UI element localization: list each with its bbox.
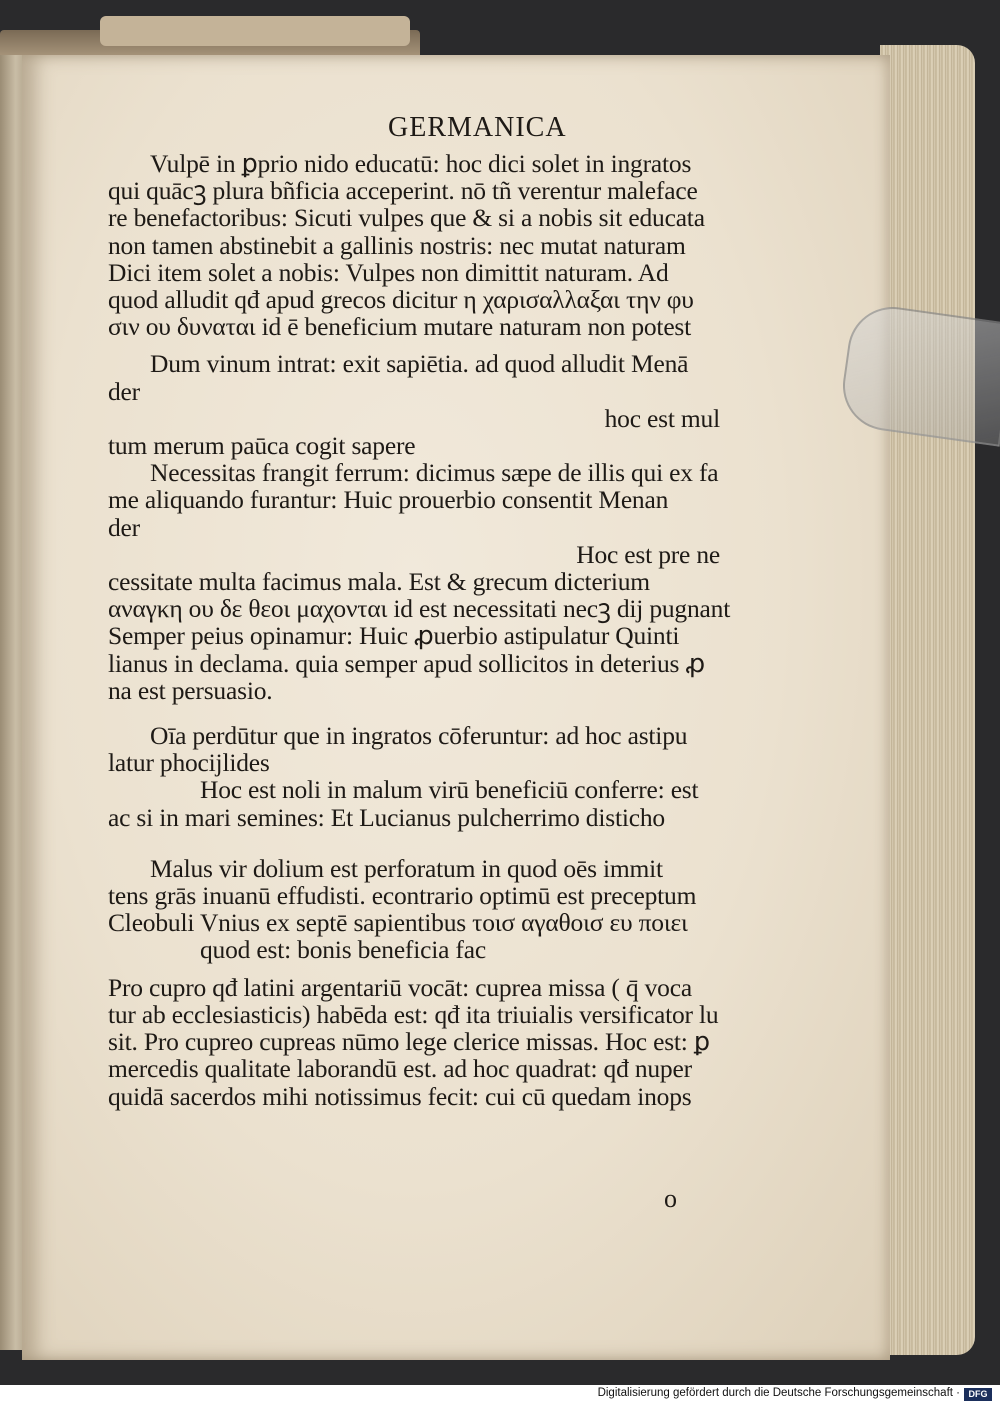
text-line: tur ab ecclesiasticis) habēda est: qđ ita triuialis versificator lu xyxy=(108,999,719,1029)
text-line: latur phocijlides xyxy=(108,748,270,778)
text-line: non tamen abstinebit a gallinis nostris: nec mutat naturam xyxy=(108,230,686,260)
text-line: Cleobuli Vnius ex septē sapientibus τοισ αγαθοισ ευ ποιει xyxy=(108,908,688,938)
text-line: der xyxy=(108,376,140,406)
text-line: Dici item solet a nobis: Vulpes non dimittit naturam. Ad xyxy=(108,257,669,287)
text-line: Oīa perdūtur que in ingratos cōferuntur: ad hoc astipu xyxy=(150,721,688,751)
text-line: Hoc est pre ne xyxy=(576,539,720,569)
text-line: quod est: bonis beneficia fac xyxy=(200,935,486,965)
text-line: Semper peius opinamur: Huic ꝓuerbio astipulatur Quinti xyxy=(108,621,680,651)
page-stack xyxy=(880,45,975,1355)
text-line: Vulpē in ꝑprio nido educatū: hoc dici solet in ingratos xyxy=(150,149,692,178)
text-line: Pro cupro qđ latini argentariū vocāt: cuprea missa ( q̄ voca xyxy=(108,972,692,1002)
binding-strip xyxy=(100,16,410,46)
funding-credit: Digitalisierung gefördert durch die Deutsche Forschungsgemeinschaft · xyxy=(597,1387,960,1399)
text-line: ac si in mari semines: Et Lucianus pulcherrimo disticho xyxy=(108,802,665,832)
footer-bar xyxy=(0,1385,1000,1404)
text-line: Malus vir dolium est perforatum in quod oēs immit xyxy=(150,853,663,883)
dfg-logo-icon: DFG xyxy=(964,1388,992,1401)
text-line: sit. Pro cupreo cupreas nūmo lege clerice missas. Hoc est: ꝑ xyxy=(108,1027,710,1057)
text-line: Dum vinum intrat: exit sapiētia. ad quod alludit Menā xyxy=(150,349,689,379)
text-line: αναγκη ου δε θεοι μαχονται id est necessitati necꝫ dij pugnant xyxy=(108,594,731,624)
text-line: tens grās inuanū effudisti. econtrario optimū est preceptum xyxy=(108,881,697,911)
text-line: Hoc est noli in malum virū beneficiū conferre: est xyxy=(200,775,699,805)
text-line: hoc est mul xyxy=(604,403,720,433)
text-line: σιν ου δυναται id ē beneficium mutare naturam non potest xyxy=(108,312,692,342)
text-line: mercedis qualitate laborandū est. ad hoc quadrat: qđ nuper xyxy=(108,1054,692,1084)
text-line: quidā sacerdos mihi notissimus fecit: cui cū quedam inops xyxy=(108,1081,692,1111)
signature-mark: o xyxy=(664,1184,677,1213)
page-text xyxy=(108,108,738,1110)
text-line: re benefactoribus: Sicuti vulpes que & si a nobis sit educata xyxy=(108,203,705,233)
text-line: der xyxy=(108,512,140,542)
text-line: qui quācꝫ plura bñficia acceperint. nō tñ verentur maleface xyxy=(108,176,698,206)
text-line: na est persuasio. xyxy=(108,675,273,705)
running-title: GERMANICA xyxy=(388,112,567,143)
text-line: Necessitas frangit ferrum: dicimus sæpe de illis qui ex fa xyxy=(150,458,719,488)
text-line: lianus in declama. quia semper apud sollicitos in deterius ꝓ xyxy=(108,648,705,678)
text-line: cessitate multa facimus mala. Est & grecum dicterium xyxy=(108,567,650,597)
text-line: tum merum paūca cogit sapere xyxy=(108,431,416,461)
text-line: quod alludit qđ apud grecos dicitur η χαρισαλλαξαι την φυ xyxy=(108,285,694,315)
text-line: me aliquando furantur: Huic prouerbio consentit Menan xyxy=(108,485,669,515)
